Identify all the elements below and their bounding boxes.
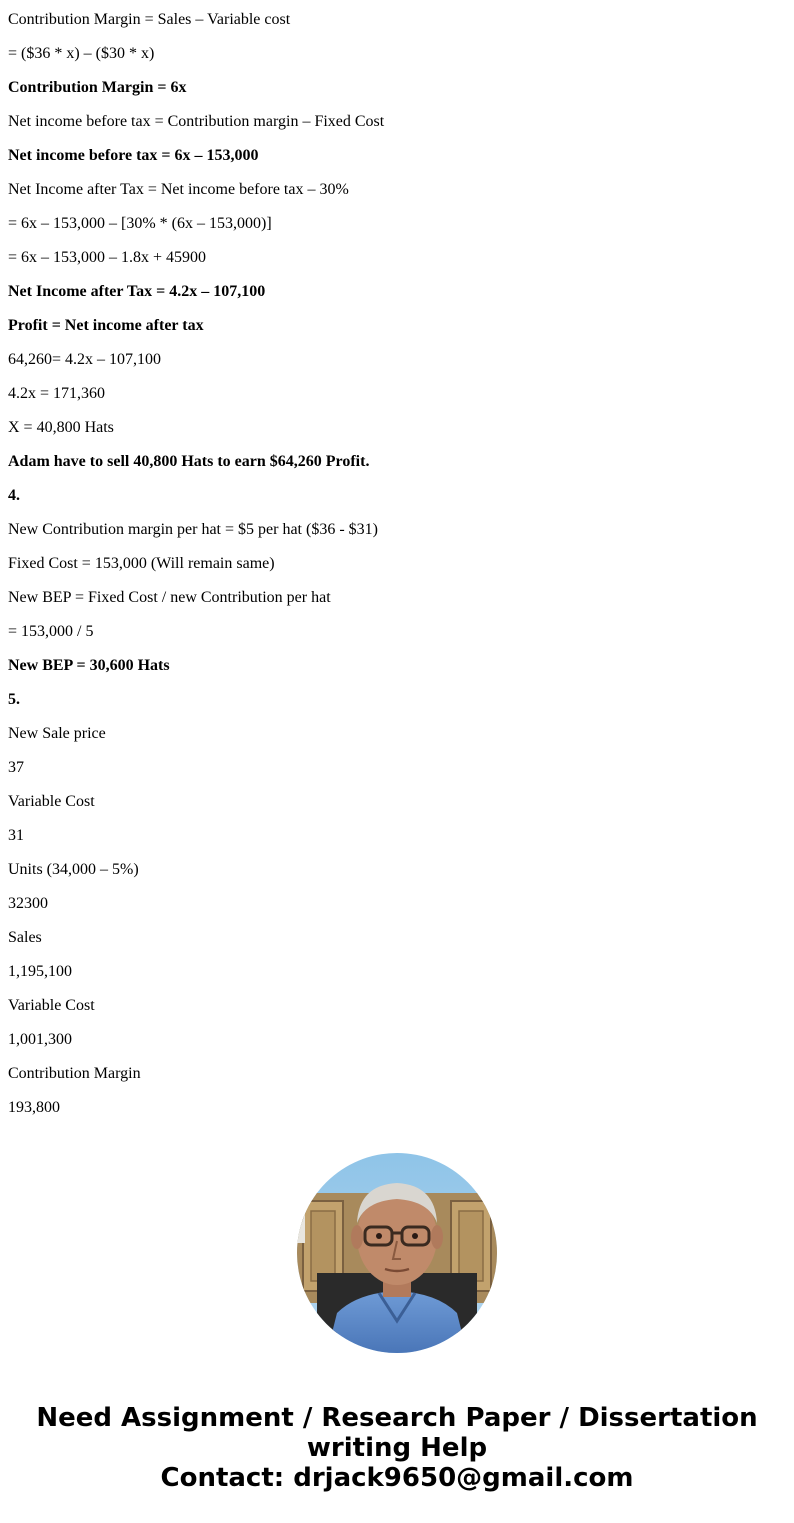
document-line: Variable Cost: [8, 997, 95, 1014]
document-line: Units (34,000 – 5%): [8, 861, 139, 878]
document-line: Contribution Margin: [8, 1065, 141, 1082]
document-line: = ($36 * x) – ($30 * x): [8, 45, 155, 62]
document-line: 5.: [8, 691, 20, 708]
document-line: Contribution Margin = 6x: [8, 79, 187, 96]
document-line: 193,800: [8, 1099, 60, 1116]
document-line: 1,195,100: [8, 963, 72, 980]
cta-line-1: Need Assignment / Research Paper / Dissertation: [36, 1403, 758, 1433]
document-line: New BEP = Fixed Cost / new Contribution per hat: [8, 589, 331, 606]
document-line: Adam have to sell 40,800 Hats to earn $64,260 Profit.: [8, 453, 370, 470]
document-line: = 6x – 153,000 – [30% * (6x – 153,000)]: [8, 215, 272, 232]
document-line: = 6x – 153,000 – 1.8x + 45900: [8, 249, 207, 266]
document-line: New Sale price: [8, 725, 106, 742]
document-line: New Contribution margin per hat = $5 per hat ($36 - $31): [8, 521, 378, 538]
document-line: 4.: [8, 487, 20, 504]
document-line: 4.2x = 171,360: [8, 385, 106, 402]
document-line: Net Income after Tax = Net income before tax – 30%: [8, 181, 349, 198]
document-line: New BEP = 30,600 Hats: [8, 657, 170, 674]
document-line: Fixed Cost = 153,000 (Will remain same): [8, 555, 275, 572]
document-line: 64,260= 4.2x – 107,100: [8, 351, 162, 368]
document-line: 32300: [8, 895, 48, 912]
document-line: Contribution Margin = Sales – Variable cost: [8, 11, 291, 28]
cta-contact-email: Contact: drjack9650@gmail.com: [160, 1463, 634, 1493]
document-line: Net Income after Tax = 4.2x – 107,100: [8, 283, 266, 300]
author-avatar: [297, 1153, 497, 1353]
author-portrait-image: [297, 1153, 497, 1353]
cta-line-2: writing Help: [306, 1433, 488, 1463]
contact-banner: [0, 1403, 794, 1493]
document-line: Net income before tax = Contribution margin – Fixed Cost: [8, 113, 385, 130]
document-line: 1,001,300: [8, 1031, 72, 1048]
document-line: Sales: [8, 929, 42, 946]
document-line: Variable Cost: [8, 793, 95, 810]
document-line: X = 40,800 Hats: [8, 419, 114, 436]
document-line: 31: [8, 827, 24, 844]
document-body: [8, 11, 788, 1133]
document-line: Profit = Net income after tax: [8, 317, 204, 334]
document-line: 37: [8, 759, 24, 776]
document-line: = 153,000 / 5: [8, 623, 94, 640]
document-line: Net income before tax = 6x – 153,000: [8, 147, 259, 164]
